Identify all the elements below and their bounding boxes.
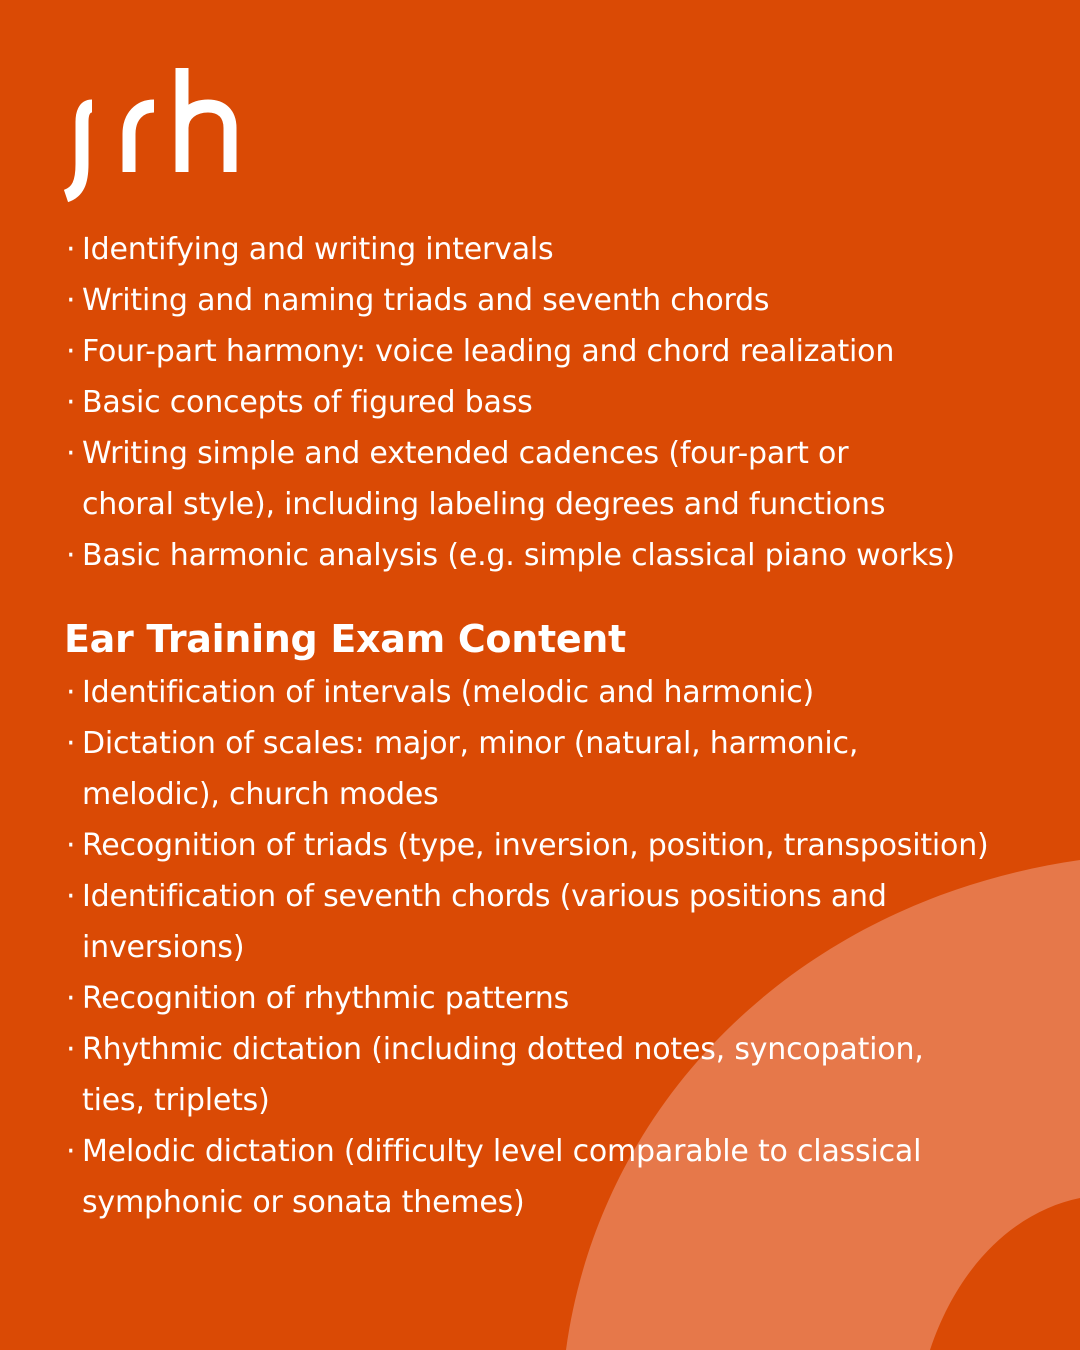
- bullet-dot-icon: ·: [66, 283, 76, 318]
- list-item-text: Identifying and writing intervals: [82, 232, 554, 267]
- bullet-dot-icon: ·: [66, 1032, 76, 1067]
- ear-training-heading: Ear Training Exam Content: [64, 617, 626, 661]
- list-item-text: Recognition of rhythmic patterns: [82, 981, 570, 1016]
- bullet-dot-icon: ·: [66, 385, 76, 420]
- list-item-text: Writing and naming triads and seventh chords: [82, 283, 770, 318]
- list-item-continuation: [64, 769, 1064, 820]
- list-item-text: inversions): [82, 930, 245, 965]
- theory-topics-list: [64, 224, 1064, 581]
- bullet-dot-icon: ·: [66, 538, 76, 573]
- list-item-text: Basic harmonic analysis (e.g. simple classical piano works): [82, 538, 955, 573]
- list-item: [64, 1126, 1064, 1177]
- list-item: [64, 973, 1064, 1024]
- srh-logo: [62, 64, 242, 209]
- ear-training-topics-list: [64, 667, 1064, 1228]
- list-item-text: Writing simple and extended cadences (four-part or: [82, 436, 849, 471]
- bullet-dot-icon: ·: [66, 1134, 76, 1169]
- list-item-text: Identification of intervals (melodic and harmonic): [82, 675, 815, 710]
- list-item-continuation: [64, 479, 1064, 530]
- list-item-text: melodic), church modes: [82, 777, 439, 812]
- list-item: [64, 1024, 1064, 1075]
- list-item-text: symphonic or sonata themes): [82, 1185, 525, 1220]
- list-item-continuation: [64, 1075, 1064, 1126]
- bullet-dot-icon: ·: [66, 334, 76, 369]
- list-item: [64, 326, 1064, 377]
- list-item-text: Dictation of scales: major, minor (natural, harmonic,: [82, 726, 859, 761]
- bullet-dot-icon: ·: [66, 879, 76, 914]
- bullet-dot-icon: ·: [66, 436, 76, 471]
- list-item-text: Recognition of triads (type, inversion, position, transposition): [82, 828, 989, 863]
- list-item: [64, 428, 1064, 479]
- list-item: [64, 224, 1064, 275]
- list-item-text: Melodic dictation (difficulty level comparable to classical: [82, 1134, 922, 1169]
- bullet-dot-icon: ·: [66, 981, 76, 1016]
- list-item: [64, 275, 1064, 326]
- list-item-text: Identification of seventh chords (various positions and: [82, 879, 887, 914]
- list-item: [64, 530, 1064, 581]
- list-item: [64, 718, 1064, 769]
- list-item-text: ties, triplets): [82, 1083, 270, 1118]
- list-item-text: Rhythmic dictation (including dotted notes, syncopation,: [82, 1032, 924, 1067]
- bullet-dot-icon: ·: [66, 675, 76, 710]
- bullet-dot-icon: ·: [66, 828, 76, 863]
- bullet-dot-icon: ·: [66, 726, 76, 761]
- list-item: [64, 667, 1064, 718]
- list-item-text: choral style), including labeling degrees and functions: [82, 487, 886, 522]
- list-item-continuation: [64, 922, 1064, 973]
- list-item-text: Basic concepts of figured bass: [82, 385, 533, 420]
- list-item-text: Four-part harmony: voice leading and chord realization: [82, 334, 895, 369]
- list-item-continuation: [64, 1177, 1064, 1228]
- list-item: [64, 820, 1064, 871]
- main-content: [64, 224, 1064, 1228]
- bullet-dot-icon: ·: [66, 232, 76, 267]
- list-item: [64, 377, 1064, 428]
- list-item: [64, 871, 1064, 922]
